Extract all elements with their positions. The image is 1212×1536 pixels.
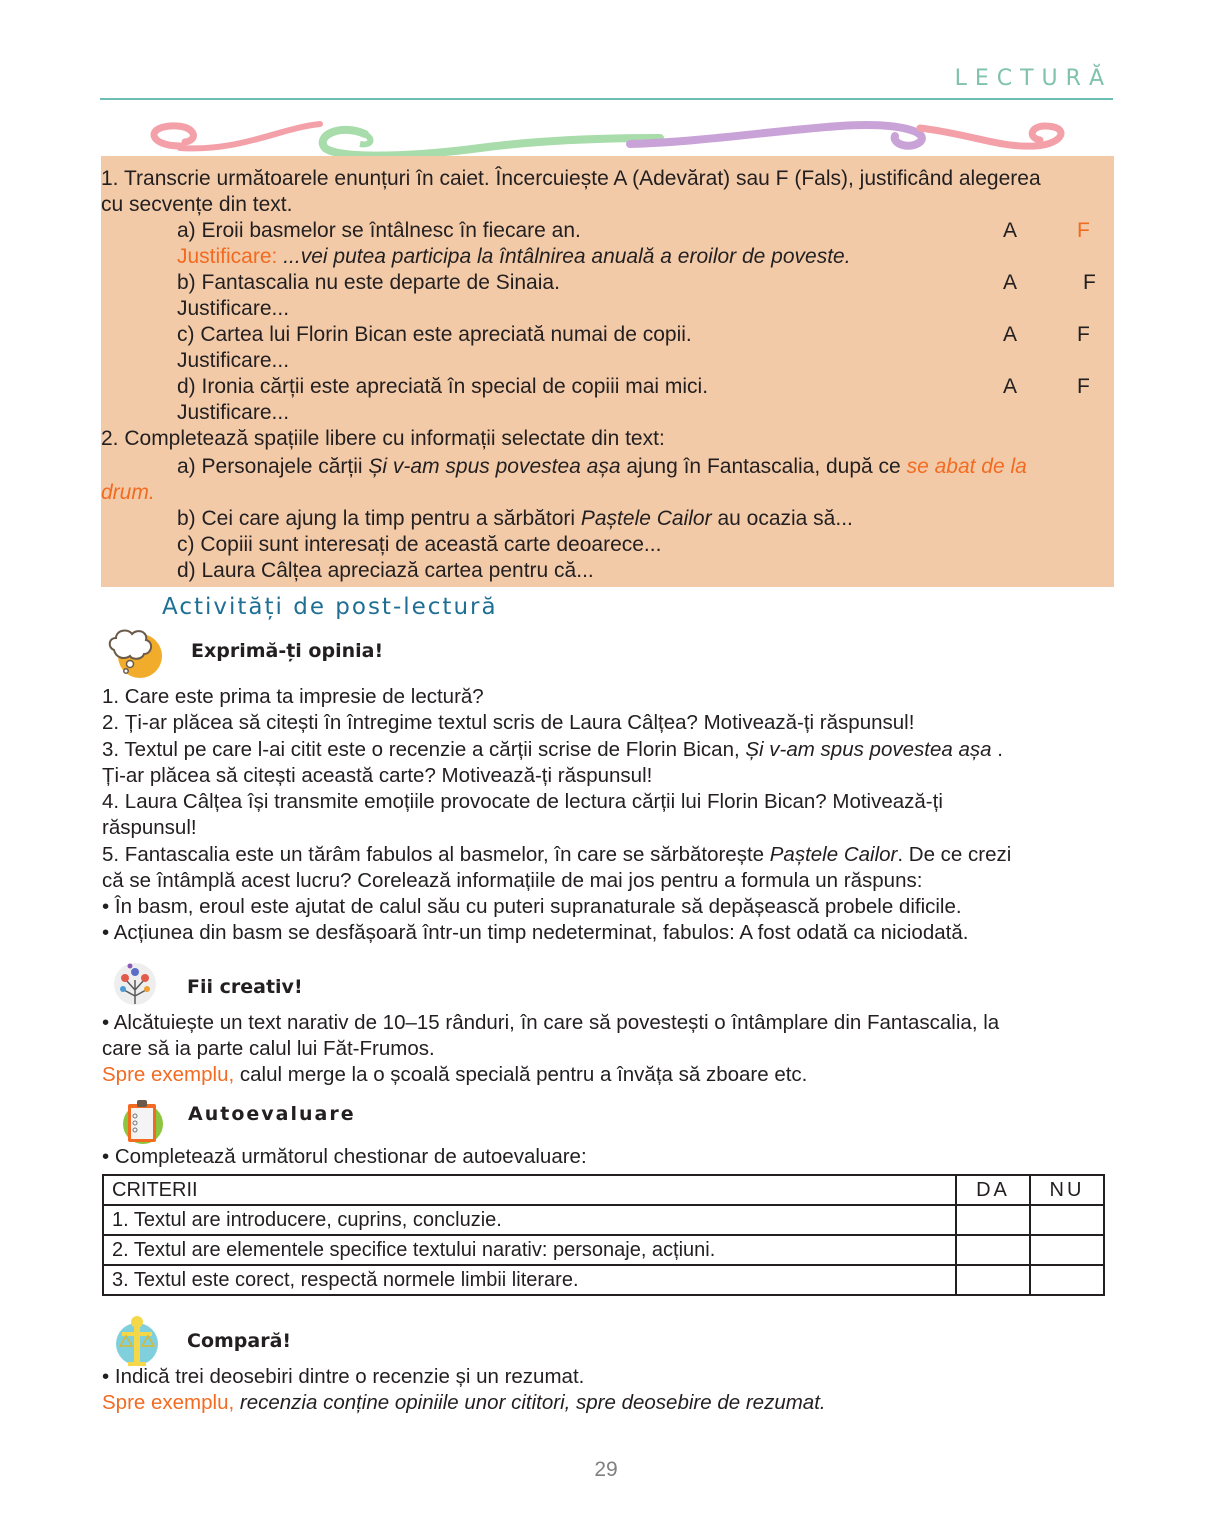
opinion-question-4-cont: răspunsul! [102,816,197,839]
statement-c: c) Cartea lui Florin Bican este apreciată numai de copii. [177,323,692,346]
exercise-2-item-a [177,454,1027,480]
q3-suffix: . [991,738,1003,761]
q5-prefix: 5. Fantascalia este un tărâm fabulos al basmelor, în care se sărbătorește [102,843,770,866]
justification-d: Justificare... [177,401,290,424]
header-divider [100,98,1113,100]
criterion-cell: 3. Textul este corect, respectă normele limbii literare. [103,1265,956,1295]
self-evaluation-heading: Autoevaluare [188,1103,356,1125]
exercise-1-instruction: 1. Transcrie următoarele enunțuri în caiet. Încercuiește A (Adevărat) sau F (Fals), justificând alegerea [101,167,1041,190]
header-nu: NU [1030,1175,1104,1205]
compare-task: • Indică trei deosebiri dintre o recenzie și un rezumat. [102,1365,585,1388]
opinion-question-4: 4. Laura Câlțea își transmite emoțiile provocate de lectura cărții lui Florin Bican? Motivează-ți [102,790,943,813]
self-evaluation-table [102,1174,1105,1296]
statement-a: a) Eroii basmelor se întâlnesc în fiecare an. [177,219,581,242]
statement-d: d) Ironia cărții este apreciată în special de copiii mai mici. [177,375,709,398]
table-row [103,1235,1104,1265]
option-c-false[interactable]: F [1077,323,1090,346]
option-a-true[interactable]: A [1003,219,1018,242]
book-title: Și v-am spus povestea așa [368,455,621,478]
table-row [103,1265,1104,1295]
page-number: 29 [594,1458,618,1481]
opinion-bullet-1: • În basm, eroul este ajutat de calul său cu puteri supranaturale să depășească probele dificile. [102,895,962,918]
q5-feast-title: Paștele Cailor [769,843,898,866]
flower-bouquet-icon [112,960,158,1008]
creative-heading: Fii creativ! [187,976,303,998]
exercises-box [101,156,1114,587]
opinion-question-5 [102,842,1011,868]
option-d-false[interactable]: F [1077,375,1090,398]
exercise-2-item-d: d) Laura Câlțea apreciază cartea pentru că... [177,559,594,582]
da-cell[interactable] [956,1265,1030,1295]
opinion-question-5-cont: că se întâmplă acest lucru? Corelează informațiile de mai jos pentru a formula un răspuns: [102,869,923,892]
table-row [103,1205,1104,1235]
option-d-true[interactable]: A [1003,375,1018,398]
decorative-swirl-ornament [140,118,1100,160]
option-a-false-selected[interactable]: F [1077,219,1090,242]
option-c-true[interactable]: A [1003,323,1018,346]
nu-cell[interactable] [1030,1205,1104,1235]
exercise-2-item-b [177,506,853,532]
item-a-middle: ajung în Fantascalia, după ce [620,455,907,478]
da-cell[interactable] [956,1235,1030,1265]
opinion-question-2: 2. Ți-ar plăcea să citești în întregime textul scris de Laura Câlțea? Motivează-ți răspunsul! [102,711,915,734]
justification-a [177,244,851,270]
opinion-question-3-cont: Ți-ar plăcea să citești această carte? Motivează-ți răspunsul! [102,764,653,787]
criterion-cell: 2. Textul are elementele specifice textului narativ: personaje, acțiuni. [103,1235,956,1265]
statement-b: b) Fantascalia nu este departe de Sinaia. [177,271,560,294]
creative-example [102,1062,807,1088]
opinion-heading: Exprimă-ți opinia! [191,640,384,662]
option-b-false[interactable]: F [1083,271,1096,294]
q3-prefix: 3. Textul pe care l-ai citit este o recenzie a cărții scrise de Florin Bican, [102,738,746,761]
nu-cell[interactable] [1030,1235,1104,1265]
table-header-row [103,1175,1104,1205]
item-b-prefix: b) Cei care ajung la timp pentru a sărbători [177,507,581,530]
compare-example [102,1390,826,1416]
justification-c: Justificare... [177,349,290,372]
header-criteria: CRITERII [103,1175,956,1205]
self-evaluation-instruction: • Completează următorul chestionar de autoevaluare: [102,1145,587,1168]
justification-label: Justificare: [177,245,278,268]
item-a-answer-cont: drum. [101,481,155,504]
justification-b: Justificare... [177,297,290,320]
item-b-suffix: au ocazia să... [711,507,853,530]
header-da: DA [956,1175,1030,1205]
example-label: Spre exemplu, [102,1391,235,1414]
opinion-question-1: 1. Care este prima ta impresie de lectură? [102,685,484,708]
opinion-bullet-2: • Acțiunea din basm se desfășoară într-un timp nedeterminat, fabulos: A fost odată ca niciodată. [102,921,969,944]
item-a-prefix: a) Personajele cărții [177,455,369,478]
example-text: recenzia conține opiniile unor cititori, spre deosebire de rezumat. [234,1391,826,1414]
item-a-answer: se abat de la [906,455,1027,478]
da-cell[interactable] [956,1205,1030,1235]
example-label: Spre exemplu, [102,1063,235,1086]
example-text: calul merge la o școală specială pentru a învăța să zboare etc. [234,1063,808,1086]
opinion-question-3 [102,737,1003,763]
exercise-2-instruction: 2. Completează spațiile libere cu informații selectate din text: [101,427,665,450]
q3-book-title: Și v-am spus povestea așa [745,738,992,761]
criterion-cell: 1. Textul are introducere, cuprins, concluzie. [103,1205,956,1235]
compare-heading: Compară! [187,1330,292,1352]
justification-text: ...vei putea participa la întâlnirea anuală a eroilor de poveste. [277,245,851,268]
creative-task-cont: care să ia parte calul lui Făt-Frumos. [102,1037,435,1060]
option-b-true[interactable]: A [1003,271,1018,294]
clipboard-checklist-icon [120,1096,166,1146]
section-title: Activități de post-lectură [162,594,498,620]
balance-scale-icon [114,1314,160,1368]
feast-title: Paștele Cailor [580,507,712,530]
nu-cell[interactable] [1030,1265,1104,1295]
creative-task: • Alcătuiește un text narativ de 10–15 rânduri, în care să povestești o întâmplare din Fantascalia, la [102,1011,1000,1034]
exercise-2-item-c: c) Copiii sunt interesați de această carte deoarece... [177,533,662,556]
section-label: LECTURĂ [954,66,1112,91]
q5-suffix: . De ce crezi [897,843,1012,866]
thought-bubble-icon [104,624,162,682]
exercise-1-instruction-cont: cu secvențe din text. [101,193,293,216]
